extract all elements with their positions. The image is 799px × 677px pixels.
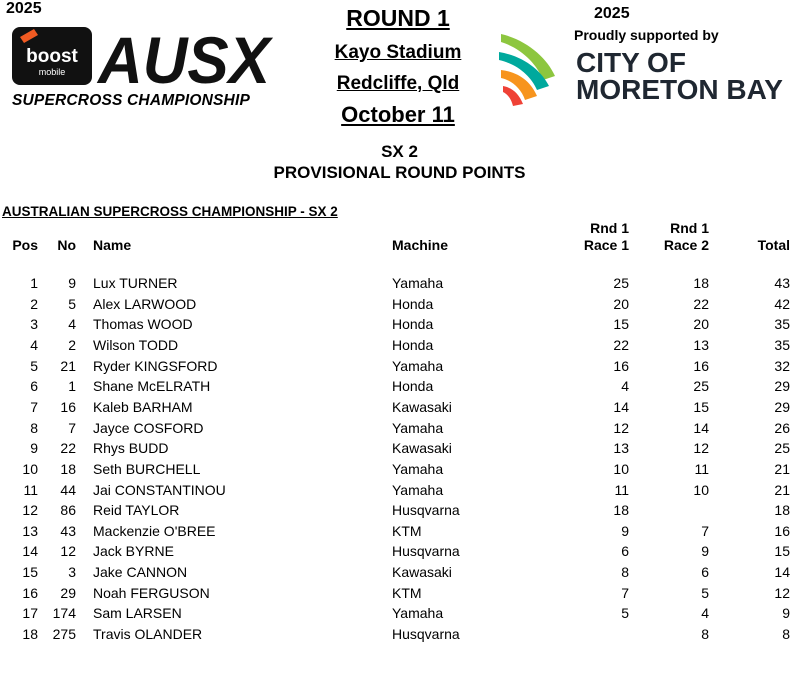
cell-race1: 11 <box>614 481 629 498</box>
cell-name: Thomas WOOD <box>93 316 193 333</box>
cell-machine: Honda <box>392 295 434 312</box>
event-date: October 11 <box>341 102 455 127</box>
header-pos: Pos <box>12 237 38 253</box>
cell-total: 16 <box>774 522 790 539</box>
cell-race2: 12 <box>693 440 709 457</box>
cell-total: 12 <box>774 584 790 601</box>
cell-name: Sam LARSEN <box>93 605 182 622</box>
cell-race1: 25 <box>613 275 629 291</box>
header-race2: Race 2 <box>663 237 709 253</box>
cell-total: 15 <box>774 543 790 560</box>
year-left: 2025 <box>6 0 42 17</box>
ausx-subtitle: SUPERCROSS CHAMPIONSHIP <box>12 92 250 109</box>
cell-machine: Honda <box>392 336 434 353</box>
cell-race2: 22 <box>693 295 709 312</box>
cell-machine: Kawasaki <box>392 398 452 415</box>
cell-race1: 22 <box>613 336 629 353</box>
class-name: SX 2 <box>381 142 418 161</box>
cell-machine: KTM <box>392 584 422 601</box>
cell-no: 18 <box>60 460 76 477</box>
cell-name: Shane McELRATH <box>93 378 211 395</box>
cell-machine: Yamaha <box>392 481 444 498</box>
ausx-logo <box>12 25 274 87</box>
boost-badge-sub: mobile <box>38 67 66 77</box>
cell-machine: Yamaha <box>392 605 444 622</box>
cell-total: 14 <box>774 564 790 581</box>
cell-no: 43 <box>60 522 76 539</box>
cell-pos: 12 <box>22 502 38 519</box>
cell-name: Travis OLANDER <box>93 626 203 643</box>
cell-race1: 6 <box>621 543 629 560</box>
cell-no: 1 <box>68 378 76 395</box>
cell-machine: Husqvarna <box>392 543 460 560</box>
cell-name: Alex LARWOOD <box>93 295 197 312</box>
cell-machine: Yamaha <box>392 275 444 291</box>
cell-machine: Kawasaki <box>392 440 452 457</box>
cell-no: 2 <box>68 336 76 353</box>
cell-race2: 25 <box>693 378 709 395</box>
header-race2-top: Rnd 1 <box>670 220 709 236</box>
cell-pos: 16 <box>22 584 38 601</box>
cell-pos: 18 <box>22 626 38 643</box>
header-no: No <box>57 237 76 253</box>
cell-pos: 3 <box>30 316 38 333</box>
cell-total: 43 <box>774 275 790 291</box>
cell-total: 21 <box>774 460 790 477</box>
cell-total: 21 <box>774 481 790 498</box>
cell-race2: 5 <box>701 584 709 601</box>
ausx-wordmark: AUSX <box>96 25 274 87</box>
cell-total: 8 <box>782 626 790 643</box>
cell-race1: 16 <box>613 357 629 374</box>
cell-pos: 7 <box>30 398 38 415</box>
cell-race1: 12 <box>613 419 629 436</box>
cell-pos: 11 <box>23 481 38 498</box>
cell-name: Jayce COSFORD <box>93 419 204 436</box>
cell-name: Noah FERGUSON <box>93 584 210 601</box>
header-total: Total <box>757 237 790 253</box>
header-race1-top: Rnd 1 <box>590 220 629 236</box>
round-title: ROUND 1 <box>346 5 450 31</box>
cell-machine: Husqvarna <box>392 502 460 519</box>
cell-race1: 18 <box>613 502 629 519</box>
cell-no: 7 <box>68 419 76 436</box>
cell-name: Kaleb BARHAM <box>93 398 193 415</box>
cell-no: 16 <box>60 398 76 415</box>
cell-no: 44 <box>60 481 76 498</box>
cell-pos: 9 <box>30 440 38 457</box>
cell-race2: 6 <box>701 564 709 581</box>
cell-race1: 20 <box>613 295 629 312</box>
cell-race1: 15 <box>613 316 629 333</box>
cell-pos: 6 <box>30 378 38 395</box>
cell-race1: 8 <box>621 564 629 581</box>
cell-name: Jai CONSTANTINOU <box>93 481 226 498</box>
cell-total: 35 <box>774 336 790 353</box>
year-right: 2025 <box>594 5 630 22</box>
cell-total: 26 <box>774 419 790 436</box>
city-line-2: MORETON BAY <box>576 74 783 105</box>
cell-no: 29 <box>60 584 76 601</box>
cell-race1: 10 <box>613 460 629 477</box>
cell-race2: 20 <box>693 316 709 333</box>
venue: Kayo Stadium <box>334 42 462 63</box>
cell-name: Seth BURCHELL <box>93 460 201 477</box>
cell-no: 9 <box>68 275 76 291</box>
cell-total: 29 <box>774 398 790 415</box>
cell-race1: 4 <box>621 378 629 395</box>
cell-pos: 13 <box>22 522 38 539</box>
cell-total: 25 <box>774 440 790 457</box>
cell-race2: 10 <box>693 481 709 498</box>
cell-total: 42 <box>774 295 790 312</box>
cell-pos: 8 <box>30 419 38 436</box>
support-text: Proudly supported by <box>574 27 719 43</box>
cell-machine: KTM <box>392 522 422 539</box>
cell-pos: 2 <box>30 295 38 312</box>
cell-race2: 7 <box>701 522 709 539</box>
cell-machine: Honda <box>392 378 434 395</box>
cell-race2: 8 <box>701 626 709 643</box>
cell-total: 35 <box>774 316 790 333</box>
cell-machine: Kawasaki <box>392 564 452 581</box>
header-race1: Race 1 <box>583 237 629 253</box>
cell-pos: 15 <box>22 564 38 581</box>
cell-machine: Honda <box>392 316 434 333</box>
cell-no: 5 <box>68 295 76 312</box>
cell-race1: 9 <box>621 522 629 539</box>
cell-total: 32 <box>774 357 790 374</box>
cell-name: Rhys BUDD <box>93 440 169 457</box>
cell-name: Lux TURNER <box>93 275 178 291</box>
cell-no: 174 <box>52 605 76 622</box>
cell-pos: 14 <box>22 543 38 560</box>
moreton-bay-mark-icon <box>497 30 573 106</box>
cell-name: Jake CANNON <box>93 564 188 581</box>
cell-no: 3 <box>68 564 76 581</box>
cell-no: 22 <box>60 440 76 457</box>
cell-pos: 17 <box>22 605 38 622</box>
cell-race1: 7 <box>621 584 629 601</box>
cell-machine: Yamaha <box>392 419 444 436</box>
cell-race2: 14 <box>693 419 709 436</box>
cell-race2: 9 <box>701 543 709 560</box>
cell-name: Wilson TODD <box>93 336 179 353</box>
header-machine: Machine <box>392 237 449 253</box>
cell-name: Mackenzie O'BREE <box>93 522 216 539</box>
cell-race1: 14 <box>613 398 629 415</box>
location: Redcliffe, Qld <box>336 73 460 94</box>
cell-no: 4 <box>68 316 76 333</box>
cell-name: Reid TAYLOR <box>93 502 180 519</box>
cell-pos: 5 <box>30 357 38 374</box>
cell-race2: 4 <box>701 605 709 622</box>
cell-no: 275 <box>52 626 76 643</box>
boost-badge-text: boost <box>26 46 78 67</box>
cell-pos: 10 <box>22 460 38 477</box>
cell-race2: 16 <box>693 357 709 374</box>
cell-race2: 18 <box>693 275 709 291</box>
cell-race1: 13 <box>613 440 629 457</box>
cell-race2: 13 <box>693 336 709 353</box>
points-heading: PROVISIONAL ROUND POINTS <box>273 163 526 182</box>
cell-pos: 1 <box>30 275 38 291</box>
cell-race1: 5 <box>621 605 629 622</box>
cell-machine: Yamaha <box>392 460 444 477</box>
cell-pos: 4 <box>30 336 38 353</box>
cell-total: 29 <box>774 378 790 395</box>
cell-name: Ryder KINGSFORD <box>93 357 218 374</box>
cell-race2: 15 <box>693 398 709 415</box>
cell-machine: Yamaha <box>392 357 444 374</box>
cell-race2: 11 <box>694 460 709 477</box>
cell-no: 21 <box>60 357 76 374</box>
championship-title: AUSTRALIAN SUPERCROSS CHAMPIONSHIP - SX 2 <box>2 204 338 219</box>
cell-no: 86 <box>60 502 76 519</box>
city-name <box>576 49 783 103</box>
city-line-1: CITY OF <box>576 47 686 78</box>
cell-total: 18 <box>774 502 790 519</box>
header-name: Name <box>93 237 132 253</box>
cell-total: 9 <box>782 605 790 622</box>
cell-machine: Husqvarna <box>392 626 460 643</box>
cell-name: Jack BYRNE <box>93 543 174 560</box>
cell-no: 12 <box>60 543 76 560</box>
